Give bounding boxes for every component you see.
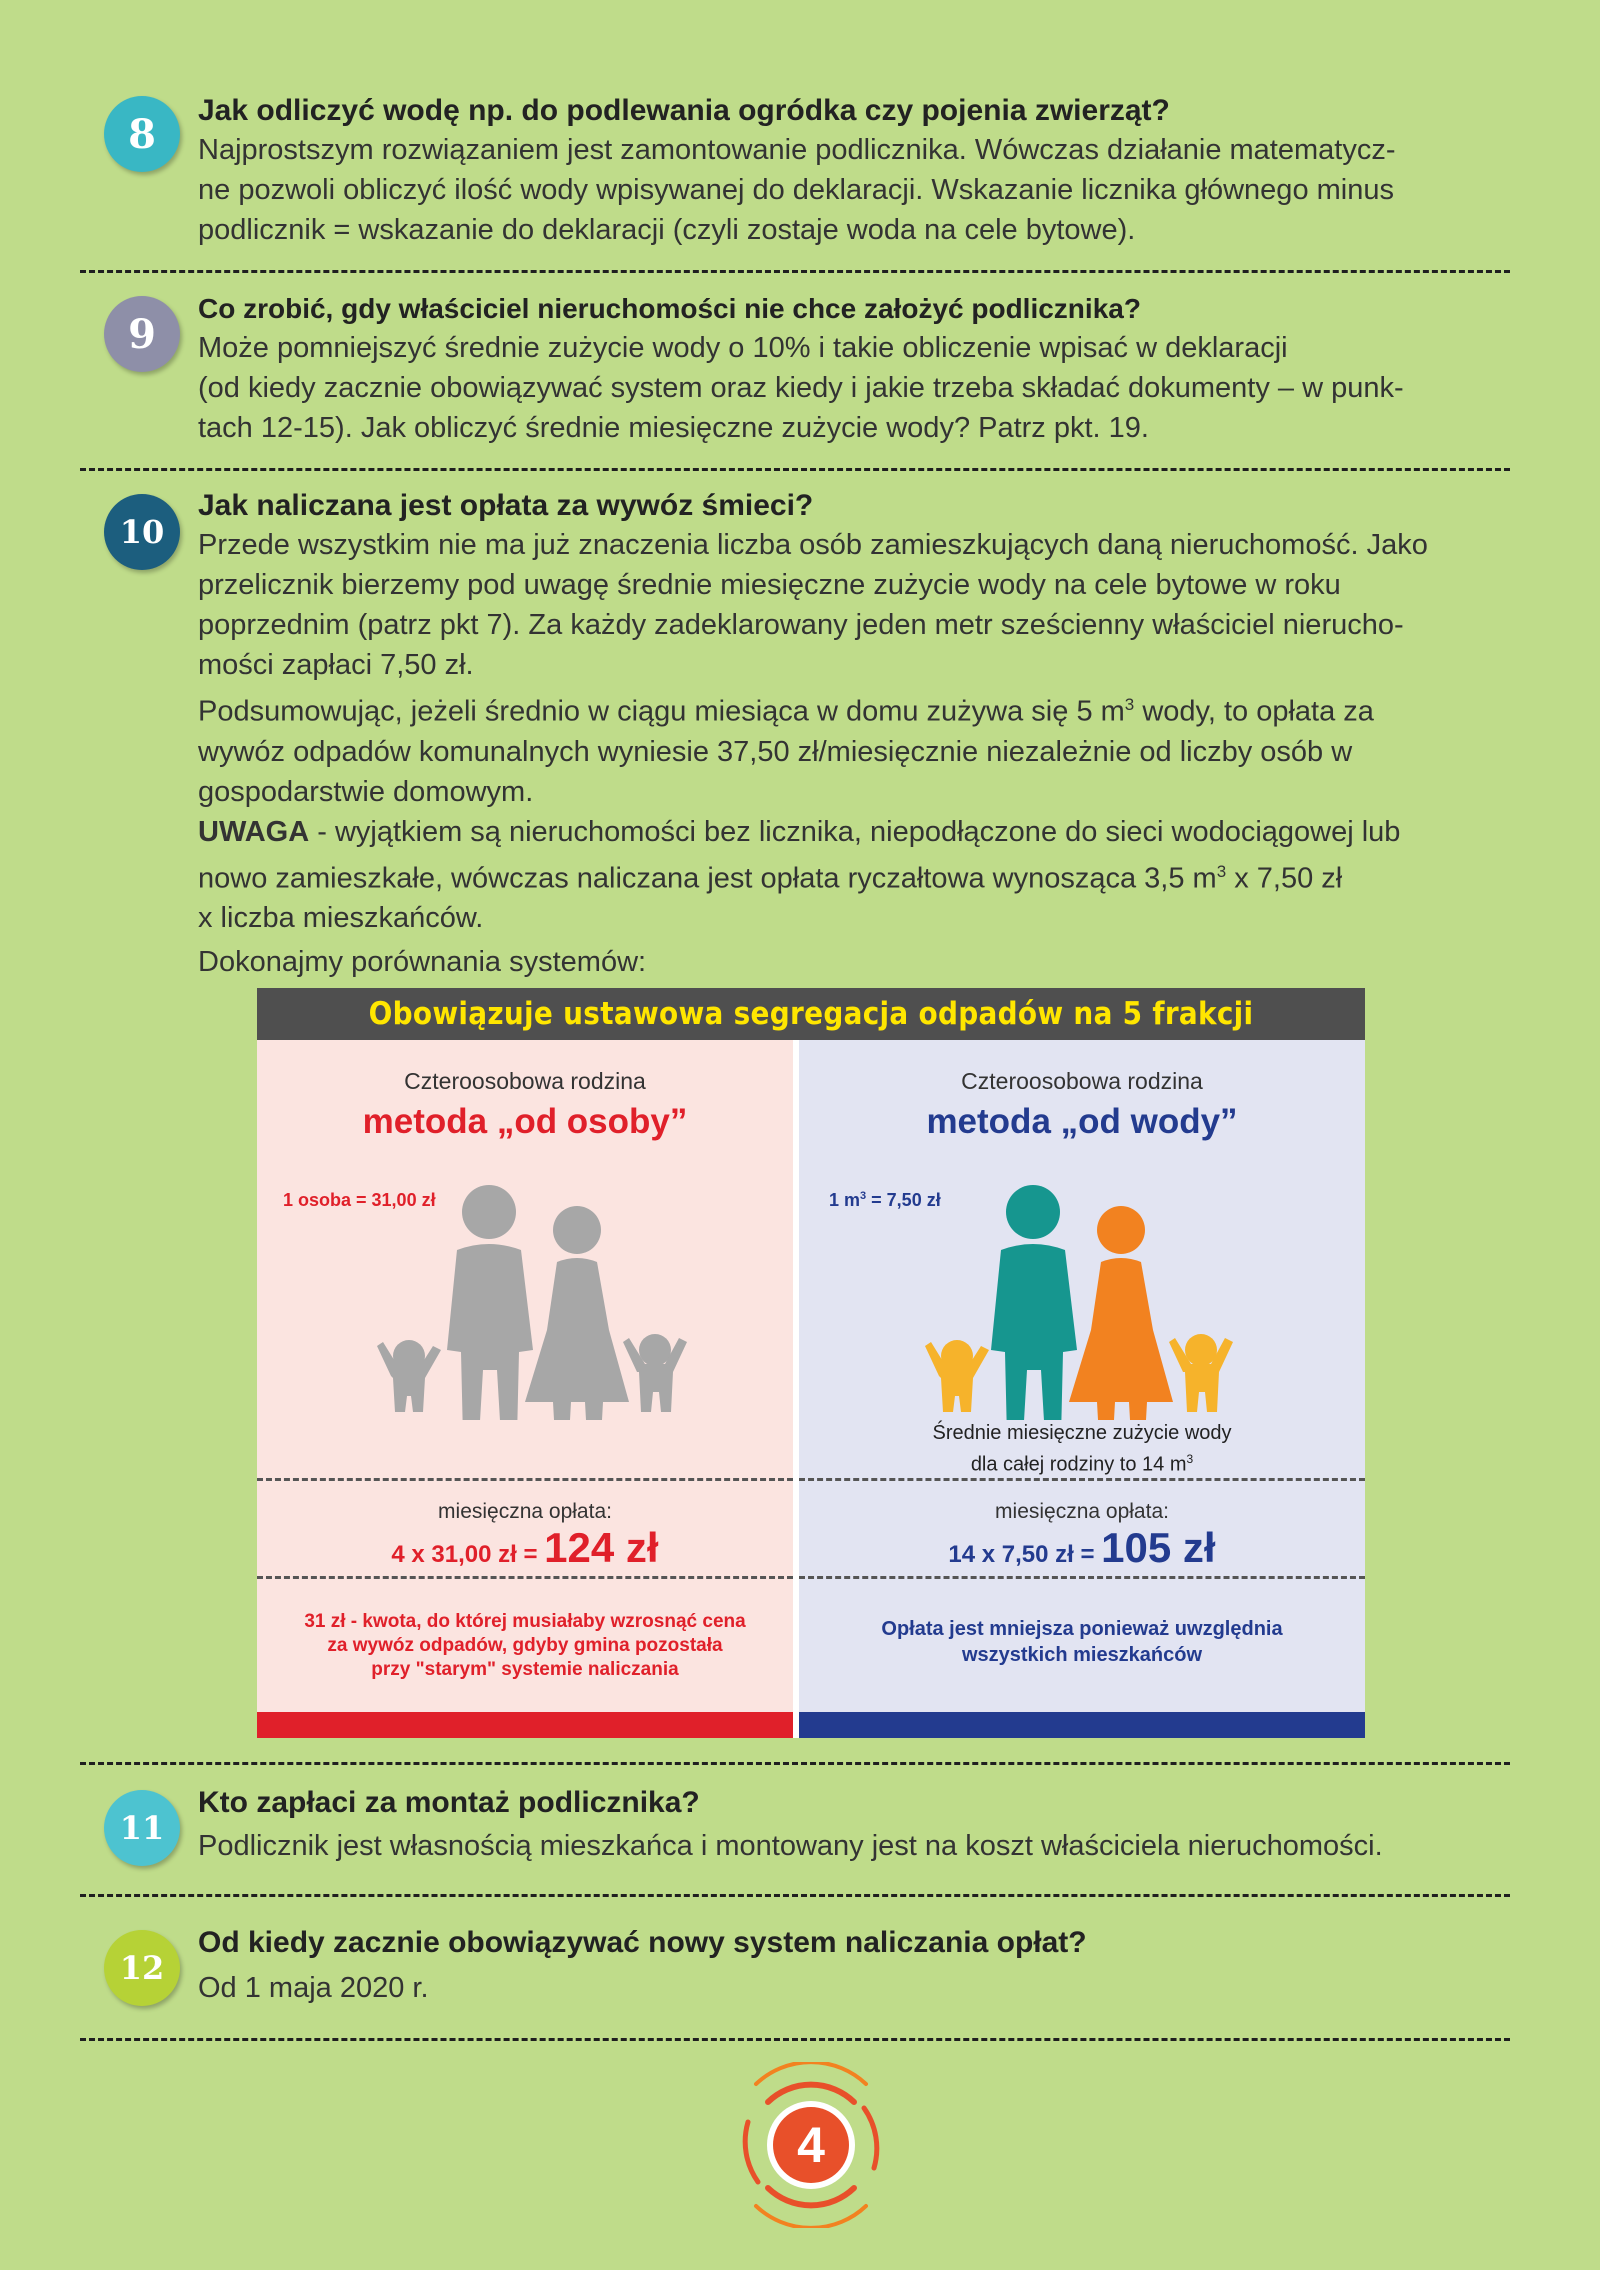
note [799, 1616, 1365, 1668]
answer-line: Przede wszystkim nie ma już znaczenia liczba osób zamieszkujących daną nieruchomość. Jako [198, 529, 1428, 561]
family-illustration [257, 1150, 793, 1420]
superscript: 3 [1186, 1452, 1194, 1466]
question-title: Kto zapłaci za montaż podlicznika? [198, 1786, 700, 1819]
answer-line: poprzednim (patrz pkt 7). Za każdy zadeklarowany jeden metr sześcienny właściciel nierucho- [198, 609, 1404, 641]
question-title: Od kiedy zacznie obowiązywać nowy system naliczania opłat? [198, 1926, 1087, 1959]
badge-number: 8 [128, 110, 156, 158]
question-number-badge [104, 1930, 180, 2006]
mother-figure [553, 1206, 601, 1254]
child-figure [1185, 1334, 1217, 1366]
mother-figure [1097, 1206, 1145, 1254]
red-footer-bar [257, 1712, 793, 1738]
answer-line: Najprostszym rozwiązaniem jest zamontowanie podlicznika. Wówczas działanie matematycz- [198, 134, 1396, 166]
superscript: 3 [1124, 695, 1135, 714]
warning-text: x 7,50 zł [1226, 862, 1343, 895]
dashed-separator [80, 1762, 1510, 1765]
rate-text: = 7,50 zł [866, 1190, 941, 1210]
summary-text: Podsumowując, jeżeli średnio w ciągu miesiąca w domu zużywa się 5 m [198, 695, 1125, 728]
answer-line: gospodarstwie domowym. [198, 775, 534, 808]
father-figure-body [991, 1244, 1077, 1420]
note-line: wszystkich mieszkańców [961, 1644, 1203, 1666]
dashed-separator [80, 2038, 1510, 2041]
comparison-header: Obowiązuje ustawowa segregacja odpadów na 5 frakcji [257, 988, 1365, 1040]
dashed-divider [257, 1576, 793, 1579]
faq-item [198, 290, 1518, 448]
note-line: przy "starym" systemie naliczania [371, 1659, 679, 1680]
question-number-badge [104, 494, 180, 570]
question-title: Jak naliczana jest opłata za wywóz śmieci? [198, 489, 814, 522]
badge-number: 9 [128, 310, 156, 358]
answer-line: wywóz odpadów komunalnych wyniesie 37,50 zł/miesięcznie niezależnie od liczby osób w [198, 735, 1353, 768]
usage-line [799, 1446, 1365, 1478]
answer-line: x liczba mieszkańców. [198, 902, 484, 935]
calc-total: 105 zł [1101, 1524, 1216, 1571]
answer-line: mości zapłaci 7,50 zł. [198, 649, 474, 681]
answer-line: Dokonajmy porównania systemów: [198, 946, 647, 979]
superscript: 3 [860, 1190, 867, 1202]
comparison-infographic [257, 988, 1365, 1738]
superscript: 3 [1216, 861, 1227, 881]
dashed-divider [799, 1478, 1365, 1481]
question-title: Jak odliczyć wodę np. do podlewania ogródka czy pojenia zwierząt? [198, 94, 1170, 127]
usage-line: Średnie miesięczne zużycie wody [932, 1422, 1232, 1444]
calc-formula: 4 x 31,00 zł = [391, 1541, 545, 1568]
family-illustration-colored [799, 1150, 1365, 1420]
usage-note [799, 1420, 1365, 1478]
answer-line: przelicznik bierzemy pod uwagę średnie miesięczne zużycie wody na cele bytowe w roku [198, 569, 1341, 601]
monthly-calculation [799, 1524, 1365, 1572]
blue-footer-bar [799, 1712, 1365, 1738]
note-line: 31 zł - kwota, do której musiałaby wzrosnąć cena [304, 1611, 746, 1632]
answer-line: podlicznik = wskazanie do deklaracji (czyli zostaje woda na cele bytowe). [198, 214, 1136, 246]
family-label: Czteroosobowa rodzina [961, 1068, 1203, 1094]
faq-item [198, 1924, 1518, 2008]
answer-line: ne pozwoli obliczyć ilość wody wpisywanej do deklaracji. Wskazanie licznika głównego minus [198, 174, 1394, 206]
warning-text: nowo zamieszkałe, wówczas naliczana jest opłata ryczałtowa wynosząca 3,5 m [198, 862, 1217, 895]
father-figure [1006, 1185, 1060, 1239]
mother-figure-body [525, 1258, 629, 1420]
rate-label: 1 osoba = 31,00 zł [283, 1190, 436, 1210]
answer-line [198, 685, 1518, 732]
dashed-divider [257, 1478, 793, 1481]
answer-line [198, 812, 1518, 852]
dashed-separator [80, 468, 1510, 471]
rate-text: 1 m [829, 1190, 861, 1210]
question-number-badge [104, 1790, 180, 1866]
page-number: 4 [797, 2117, 825, 2173]
page-number-emblem [728, 2062, 894, 2228]
monthly-label: miesięczna opłata: [438, 1500, 612, 1523]
dashed-separator [80, 1894, 1510, 1897]
question-title: Co zrobić, gdy właściciel nieruchomości nie chce założyć podlicznika? [198, 293, 1141, 324]
answer-line: Podlicznik jest własnością mieszkańca i montowany jest na koszt właściciela nieruchomości. [198, 1830, 1383, 1862]
note-line: Opłata jest mniejsza ponieważ uwzględnia [881, 1618, 1283, 1640]
faq-item [198, 487, 1518, 982]
child-figure [639, 1334, 671, 1366]
monthly-label: miesięczna opłata: [995, 1500, 1169, 1523]
dashed-separator [80, 270, 1510, 273]
answer-line [198, 852, 1518, 899]
question-number-badge [104, 296, 180, 372]
family-label: Czteroosobowa rodzina [404, 1068, 646, 1094]
father-figure [462, 1185, 516, 1239]
note-line: za wywóz odpadów, gdyby gmina pozostała [327, 1635, 723, 1656]
warning-label: UWAGA [198, 815, 310, 848]
note [257, 1610, 793, 1682]
mother-figure-body [1069, 1258, 1173, 1420]
warning-text: - wyjątkiem są nieruchomości bez licznika, niepodłączone do sieci wodociągowej lub [309, 815, 1401, 848]
question-number-badge [104, 96, 180, 172]
faq-item [198, 92, 1518, 250]
father-figure-body [447, 1244, 533, 1420]
dashed-divider [799, 1576, 1365, 1579]
answer-line: tach 12-15). Jak obliczyć średnie miesięczne zużycie wody? Patrz pkt. 19. [198, 412, 1149, 444]
method-title: metoda „od osoby” [362, 1102, 688, 1141]
calc-formula: 14 x 7,50 zł = [948, 1541, 1102, 1568]
faq-item [198, 1784, 1518, 1866]
answer-line: Od 1 maja 2020 r. [198, 1972, 429, 2004]
monthly-calculation [257, 1524, 793, 1572]
usage-text: dla całej rodziny to 14 m [970, 1453, 1187, 1476]
calc-total: 124 zł [544, 1524, 659, 1571]
badge-number: 10 [119, 513, 165, 551]
per-water-column [799, 1040, 1365, 1738]
summary-text: wody, to opłata za [1134, 695, 1374, 728]
method-title: metoda „od wody” [926, 1102, 1238, 1141]
answer-line: (od kiedy zacznie obowiązywać system oraz kiedy i jakie trzeba składać dokumenty – w punk- [198, 372, 1404, 404]
badge-number: 12 [119, 1949, 165, 1987]
per-person-column [257, 1040, 793, 1738]
badge-number: 11 [119, 1809, 165, 1847]
answer-line: Może pomniejszyć średnie zużycie wody o 10% i takie obliczenie wpisać w deklaracji [198, 332, 1288, 364]
